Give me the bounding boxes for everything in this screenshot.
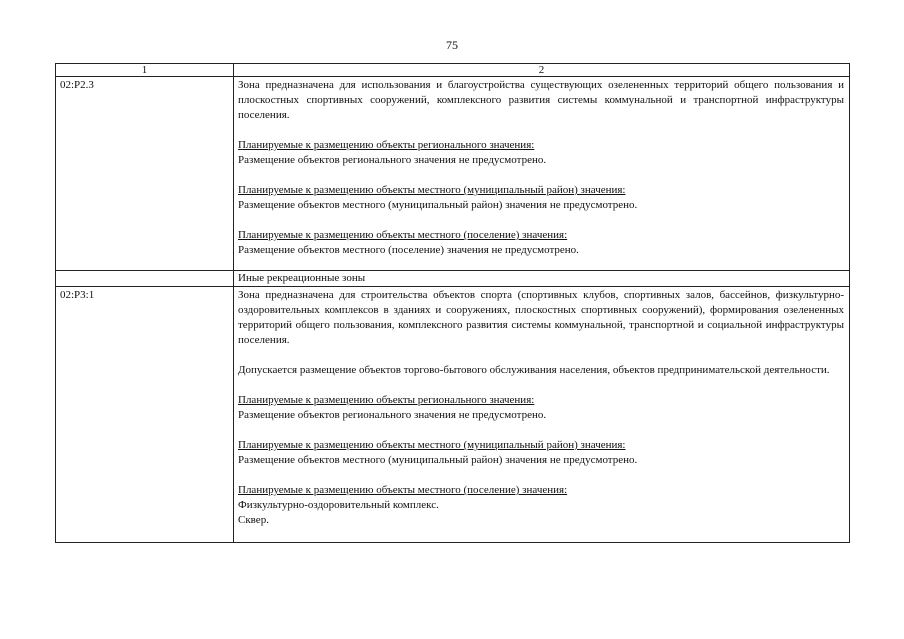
zone-purpose-text: Зона предназначена для строительства объектов спорта (спортивных клубов, спортивных залов, бассейнов, физкультурно-оздоровительных комплексов в зданиях и сооружениях, плоскостных спортивных сооружений), формирования озелененных территорий общего пользования, комплексного развития системы коммунальной, транспортной и социальной инфраструктуры поселения. bbox=[238, 289, 844, 346]
block-line: Размещение объектов регионального значения не предусмотрено. bbox=[238, 154, 547, 166]
district-objects-block bbox=[238, 183, 844, 213]
regional-objects-block bbox=[238, 393, 844, 423]
zone-code-cell: 02:Р2.3 bbox=[56, 77, 234, 271]
block-line: Размещение объектов местного (муниципальный район) значения не предусмотрено. bbox=[238, 199, 638, 211]
block-line: Размещение объектов местного (муниципальный район) значения не предусмотрено. bbox=[238, 454, 638, 466]
zone-code-cell: 02:Р3:1 bbox=[56, 287, 234, 543]
settlement-objects-block bbox=[238, 483, 844, 528]
district-objects-block bbox=[238, 438, 844, 468]
settlement-objects-block bbox=[238, 228, 844, 258]
page-number: 75 bbox=[446, 38, 458, 52]
zone-purpose-text: Зона предназначена для использования и благоустройства существующих озелененных территорий общего пользования и плоскостных спортивных сооружений, комплексного развития системы коммунальной и транспортной инфраструктуры поселения. bbox=[238, 79, 844, 121]
block-heading: Планируемые к размещению объекты местного (поселение) значения: bbox=[238, 229, 568, 241]
block-line: Размещение объектов местного (поселение) значения не предусмотрено. bbox=[238, 244, 579, 256]
block-heading: Планируемые к размещению объекты местного (муниципальный район) значения: bbox=[238, 439, 626, 451]
group-code-cell bbox=[56, 271, 234, 287]
table-group-row bbox=[56, 271, 850, 287]
table-row-zone-r2-3 bbox=[56, 77, 850, 271]
zone-description-cell bbox=[234, 287, 850, 543]
group-label: Иные рекреационные зоны bbox=[234, 271, 850, 287]
column-header-2: 2 bbox=[234, 64, 850, 77]
zones-table bbox=[55, 63, 850, 543]
zone-description-cell bbox=[234, 77, 850, 271]
column-header-1: 1 bbox=[56, 64, 234, 77]
table-header-row bbox=[56, 64, 850, 77]
block-line: Сквер. bbox=[238, 514, 269, 526]
block-line: Физкультурно-оздоровительный комплекс. bbox=[238, 499, 439, 511]
block-heading: Планируемые к размещению объекты регионального значения: bbox=[238, 139, 535, 151]
block-heading: Планируемые к размещению объекты местного (муниципальный район) значения: bbox=[238, 184, 626, 196]
zone-allowed-text: Допускается размещение объектов торгово-бытового обслуживания населения, объектов предпринимательской деятельности. bbox=[238, 364, 830, 376]
block-line: Размещение объектов регионального значения не предусмотрено. bbox=[238, 409, 547, 421]
block-heading: Планируемые к размещению объекты регионального значения: bbox=[238, 394, 535, 406]
table-row-zone-r3-1 bbox=[56, 287, 850, 543]
block-heading: Планируемые к размещению объекты местного (поселение) значения: bbox=[238, 484, 568, 496]
regional-objects-block bbox=[238, 138, 844, 168]
